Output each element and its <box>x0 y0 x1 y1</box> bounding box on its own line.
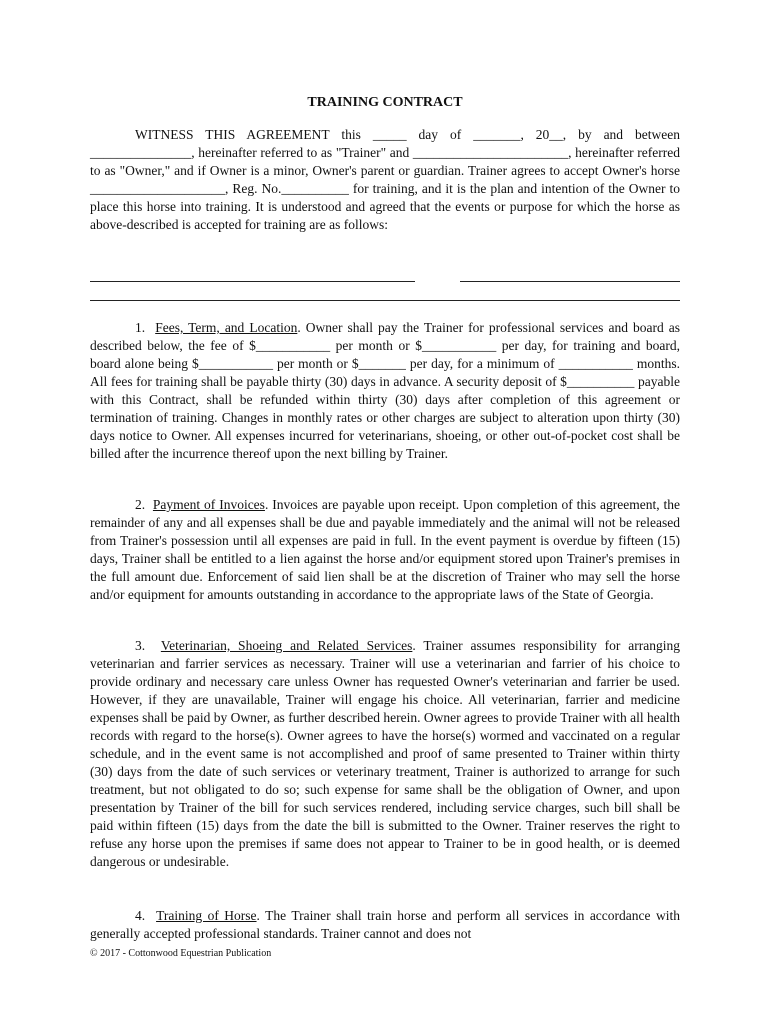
section-2-text: . Invoices are payable upon receipt. Upon completion of this agreement, the remainder of any and all expenses shall be due and payable immediately and the animal will not be released from Trainer's possession until all expenses are paid in full. In the event payment is overdue by fifteen (15) days, Trainer shall be entitled to a lien against the horse and/or equipment stored upon Trainer's premises in the full amount due. Enforcement of said lien shall be at the discretion of Trainer who may sell the horse and/or equipment for amounts outstanding in accordance to the appropriate laws of the State of Georgia. <box>90 497 681 602</box>
copyright-footer: © 2017 - Cottonwood Equestrian Publication <box>90 948 272 959</box>
section-3-number: 3. <box>135 638 146 653</box>
section-4 <box>90 907 680 943</box>
section-3-text: . Trainer assumes responsibility for arranging veterinarian and farrier services as necessary. Trainer will use a veterinarian and farrier of his choice to provide ordinary and necessary care unless Owner has requested Owner's veterinarian and farrier be used. However, if they are unavailable, Trainer will engage his choice. All veterinarian, farrier and medicine expenses shall be paid by Owner, as further described herein. Owner agrees to provide Trainer with all health records with regard to the horse(s). Owner agrees to have the horse(s) wormed and vaccinated on a regular schedule, and in the event same is not accomplished and proof of same presented to Trainer within thirty (30) days from the date of such services or veterinary treatment, Trainer is authorized to arrange for such treatment, but not obligated to do so; such expense for same shall be the obligation of Owner, and upon presentation by Trainer of the bill for such services rendered, including service charges, such bill shall be paid within fifteen (15) days from the date the bill is submitted to the Owner. Trainer reserves the right to refuse any horse upon the premises if same does not appear to Trainer to be in good health, or is deemed dangerous or undesirable. <box>90 638 681 869</box>
intro-block <box>90 126 680 234</box>
section-3 <box>90 637 680 871</box>
section-4-text: . The Trainer shall train horse and perform all services in accordance with generally accepted professional standards. Trainer cannot and does not <box>90 908 680 941</box>
section-2-heading: Payment of Invoices <box>152 497 265 512</box>
purpose-line-2 <box>90 300 680 301</box>
section-2 <box>90 496 680 604</box>
purpose-line-1a <box>90 281 415 282</box>
section-3-heading: Veterinarian, Shoeing and Related Services <box>160 638 413 653</box>
intro-paragraph: WITNESS THIS AGREEMENT this _____ day of _______, 20__, by and between _______________, hereinafter referred to as "Trainer" and _______________________, hereinafter referred to as "Owner," and if Owner is a minor, Owner's parent or guardian. Trainer agrees to accept Owner's horse ____________________, Reg. No.__________ for training, and it is the plan and intention of the Owner to place this horse into training. It is understood and agreed that the events or purpose for which the horse as above-described is accepted for training are as follows: <box>90 127 680 232</box>
section-4-number: 4. <box>135 908 146 923</box>
section-1-text: . Owner shall pay the Trainer for professional services and board as described below, the fee of $___________ per month or $___________ per day, for training and board, board alone being $___________ per month or $_______ per day, for a minimum of ___________ months. All fees for training shall be payable thirty (30) days in advance. A security deposit of $__________ payable with this Contract, shall be refunded within thirty (30) days after completion of this agreement or termination of training. Changes in monthly rates or other charges are subject to alteration upon thirty (30) days notice to Owner. All expenses incurred for veterinarians, shoeing, or other out-of-pocket cost shall be billed after the incurrence thereof upon the next billing by Trainer. <box>90 320 680 461</box>
section-1 <box>90 319 680 463</box>
purpose-line-1b <box>460 281 680 282</box>
section-4-heading: Training of Horse <box>156 908 257 923</box>
section-1-heading: Fees, Term, and Location <box>155 320 298 335</box>
section-1-number: 1. <box>135 320 146 335</box>
document-title: TRAINING CONTRACT <box>307 95 463 110</box>
section-2-number: 2. <box>135 497 146 512</box>
